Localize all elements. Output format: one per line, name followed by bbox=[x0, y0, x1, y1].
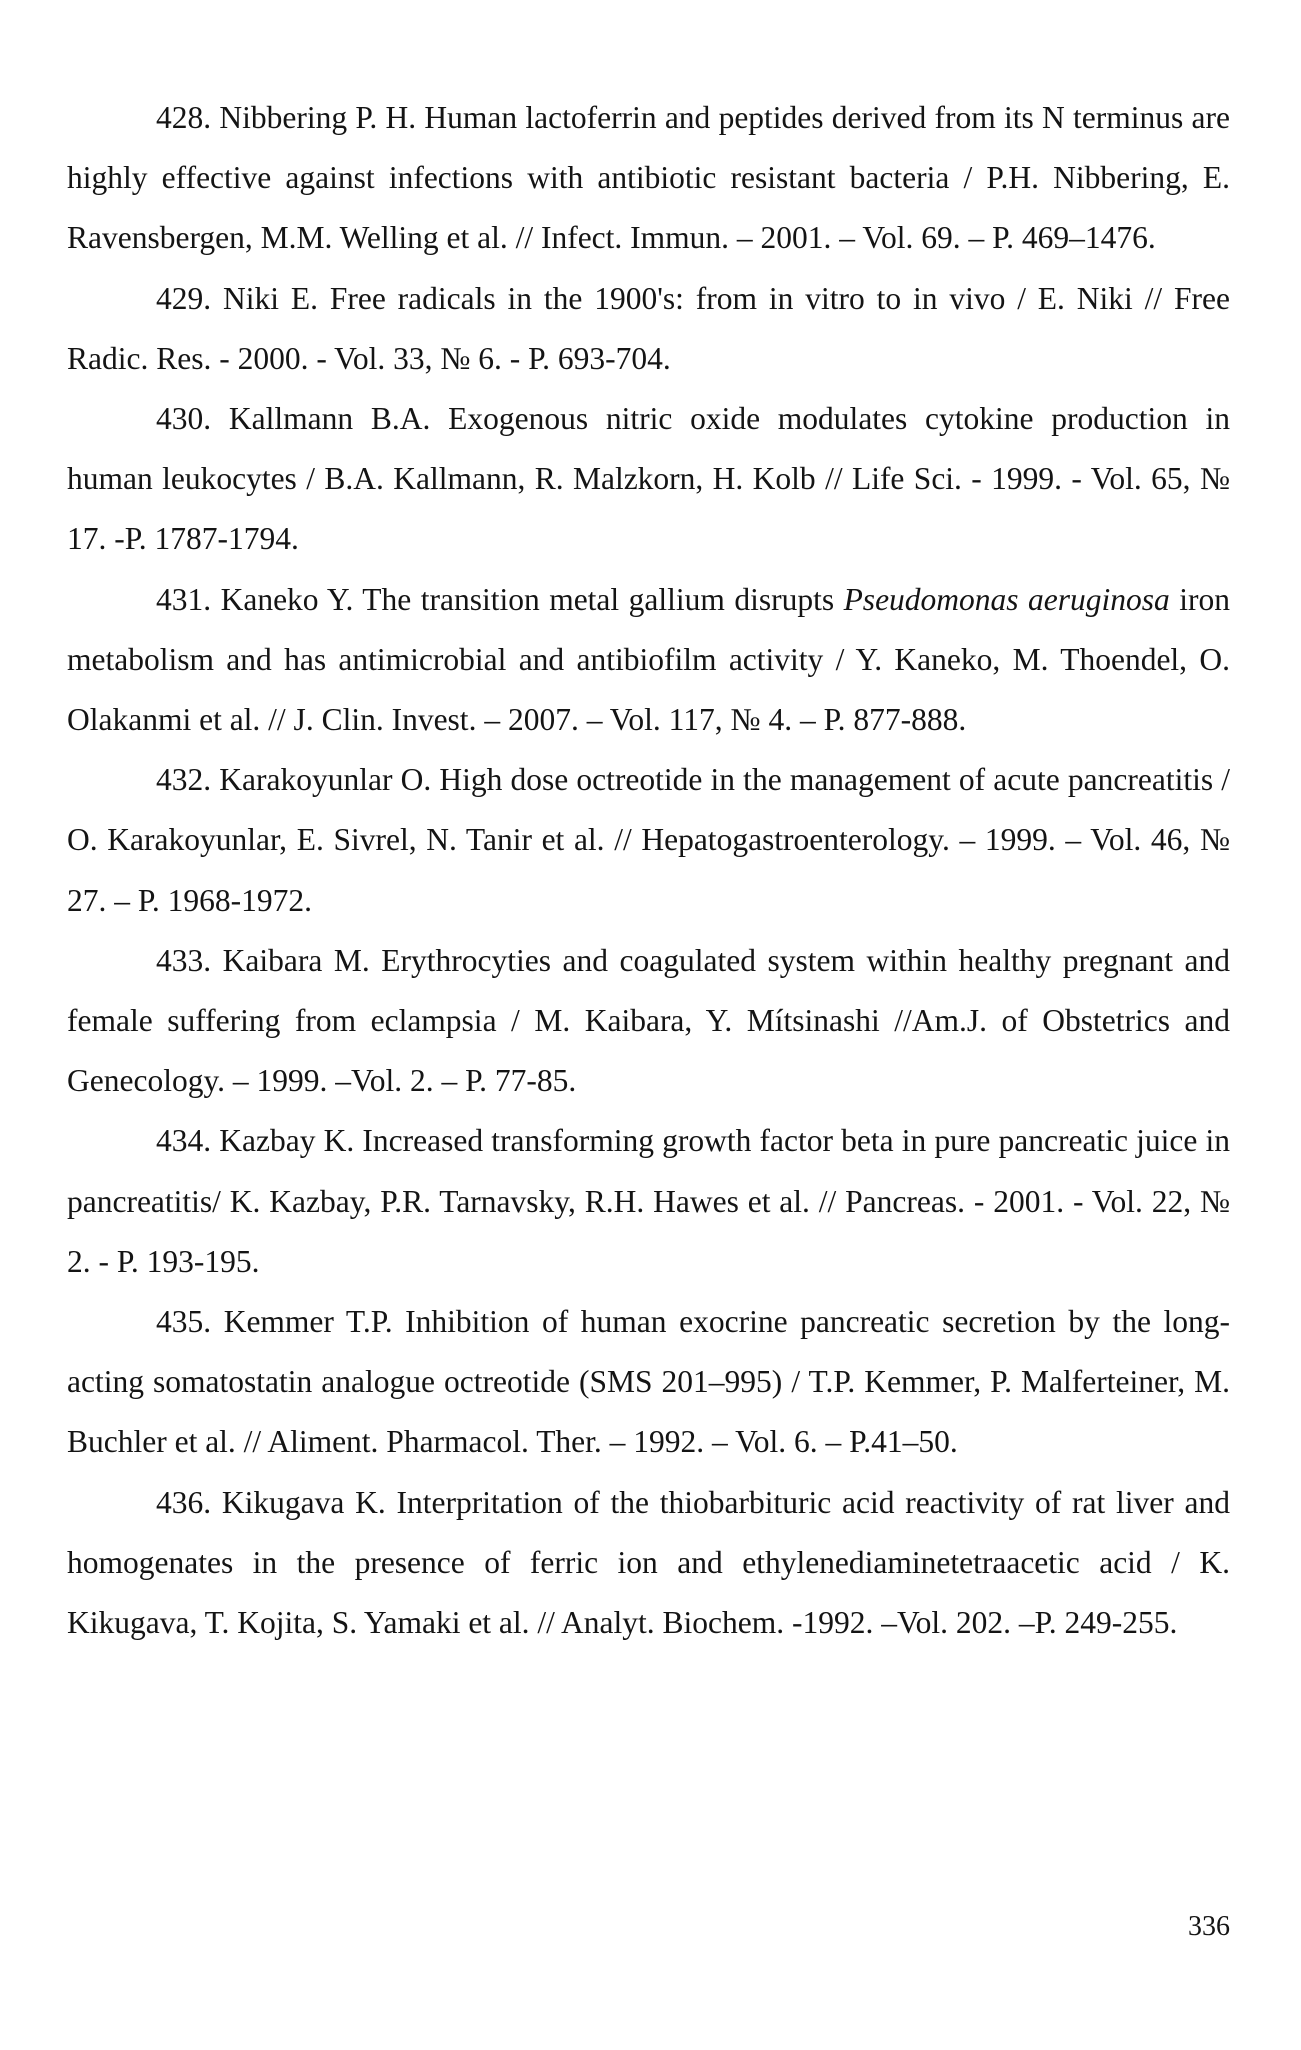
reference-text: 430. Kallmann B.A. Exogenous nitric oxide modulates cytokine production in human leukocytes / B.A. Kallmann, R. Malzkorn, H. Kolb // Life Sci. - 1999. - Vol. 65, № 17. -P. 1787-1794. bbox=[67, 401, 1230, 557]
reference-text: 428. Nibbering P. H. Human lactoferrin and peptides derived from its N terminus are highly effective against infections with antibiotic resistant bacteria / P.H. Nibbering, E. Ravensbergen, M.M. Welling et al. // Infect. Immun. – 2001. – Vol. 69. – P. 469–1476. bbox=[67, 100, 1230, 256]
reference-430 bbox=[67, 389, 1230, 570]
page-number: 336 bbox=[1188, 1911, 1230, 1942]
reference-432 bbox=[67, 750, 1230, 931]
reference-428 bbox=[67, 88, 1230, 269]
reference-text: 434. Kazbay K. Increased transforming growth factor beta in pure pancreatic juice in pancreatitis/ K. Kazbay, P.R. Tarnavsky, R.H. Hawes et al. // Pancreas. - 2001. - Vol. 22, № 2. - P. 193-195. bbox=[67, 1123, 1230, 1279]
reference-text: 432. Karakoyunlar O. High dose octreotide in the management of acute pancreatitis / O. Karakoyunlar, E. Sivrel, N. Tanir et al. // Hepatogastroenterology. – 1999. – Vol. 46, № 27. – P. 1968-1972. bbox=[67, 762, 1230, 918]
reference-436 bbox=[67, 1473, 1230, 1654]
reference-429 bbox=[67, 269, 1230, 389]
reference-text: 433. Kaibara M. Erythrocyties and coagulated system within healthy pregnant and female suffering from eclampsia / M. Kaibara, Y. Mítsinashi //Am.J. of Obstetrics and Genecology. – 1999. –Vol. 2. – P. 77-85. bbox=[67, 942, 1230, 1099]
reference-433 bbox=[67, 931, 1230, 1112]
reference-text: 435. Kemmer T.P. Inhibition of human exocrine pancreatic secretion by the long-acting somatostatin analogue octreotide (SMS 201–995) / T.P. Kemmer, P. Malferteiner, M. Buchler et al. // Aliment. Pharmacol. Ther. – 1992. – Vol. 6. – P.41–50. bbox=[67, 1304, 1230, 1460]
reference-431 bbox=[67, 570, 1230, 751]
reference-text: 429. Niki E. Free radicals in the 1900's: from in vitro to in vivo / E. Niki // Free Radic. Res. - 2000. - Vol. 33, № 6. - P. 693-704. bbox=[67, 280, 1230, 376]
species-name-italic: Pseudomonas aeruginosa bbox=[843, 581, 1170, 617]
reference-text: iron metabolism and has antimicrobial and antibiofilm activity / Y. Kaneko, M. Thoendel, O. Olakanmi et al. // J. Clin. Invest. – 2007. – Vol. 117, № 4. – P. 877-888. bbox=[67, 581, 1230, 738]
reference-434 bbox=[67, 1111, 1230, 1292]
reference-text: 431. Kaneko Y. The transition metal gallium disrupts bbox=[156, 581, 844, 617]
reference-435 bbox=[67, 1292, 1230, 1473]
reference-list bbox=[67, 88, 1230, 1653]
reference-text: 436. Kikugava K. Interpritation of the thiobarbituric acid reactivity of rat liver and homogenates in the presence of ferric ion and ethylenediaminetetraacetic acid / K. Kikugava, T. Kojita, S. Yamaki et al. // Analyt. Biochem. -1992. –Vol. 202. –P. 249-255. bbox=[67, 1484, 1230, 1641]
